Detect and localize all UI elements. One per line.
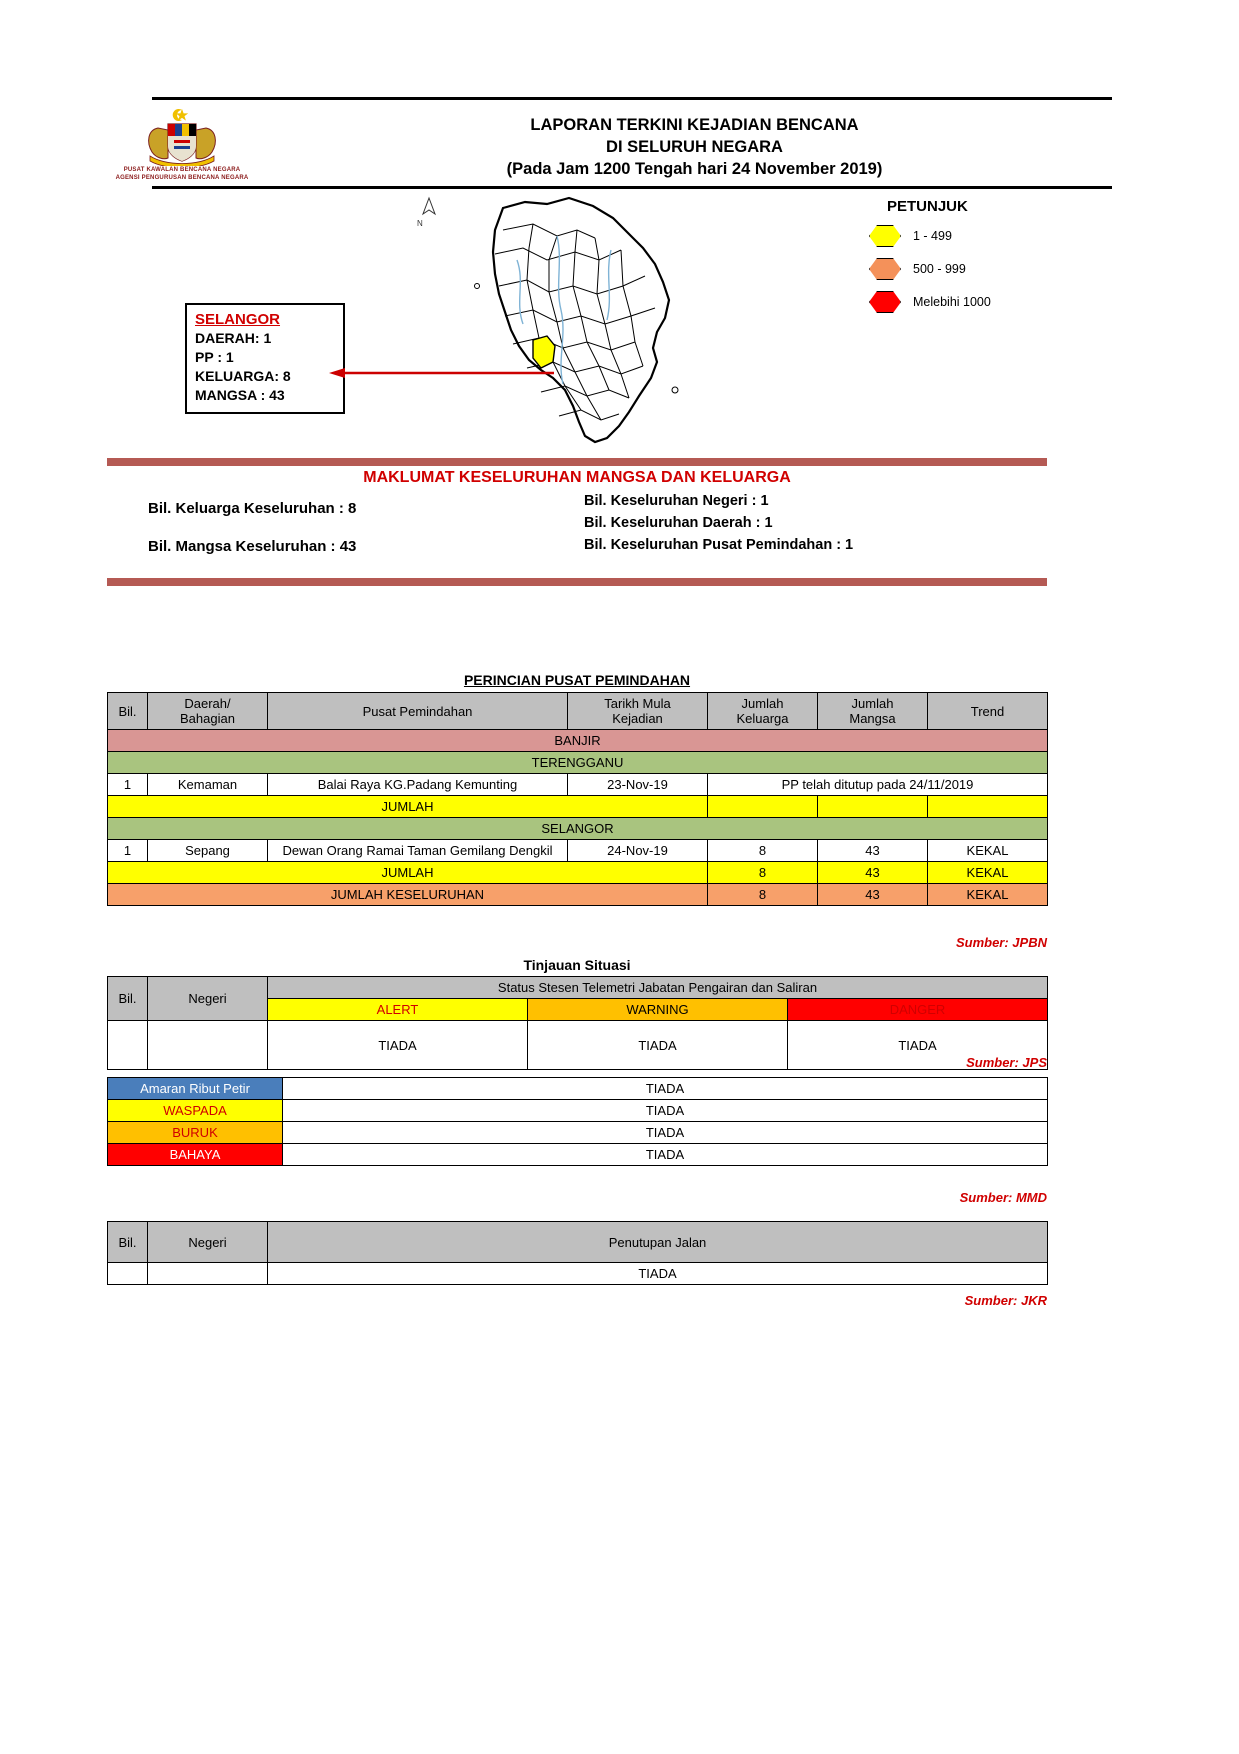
pp-cell-tarikh: 24-Nov-19: [568, 840, 708, 862]
table-row: [108, 1078, 1048, 1100]
legend-item-3: [869, 291, 1109, 313]
pp-cell-keluarga: 8: [708, 840, 818, 862]
pp-jumlah-trend-terengganu: [928, 796, 1048, 818]
jps-cell-warning: TIADA: [528, 1021, 788, 1070]
pp-cell-trend: KEKAL: [928, 840, 1048, 862]
map-legend: [869, 198, 1109, 324]
legend-item-1: [869, 225, 1109, 247]
pp-cell-mangsa: 43: [818, 840, 928, 862]
jps-th-alert: ALERT: [268, 999, 528, 1021]
header-divider-bottom: [152, 186, 1112, 189]
pp-jumlah-keluarga-selangor: 8: [708, 862, 818, 884]
malaysia-crest-icon: [138, 108, 226, 166]
pp-row-jumlah-selangor: [108, 862, 1048, 884]
pp-th-tarikh-l2: Kejadian: [612, 711, 663, 726]
pp-cell-daerah: Sepang: [148, 840, 268, 862]
legend-label-2: 500 - 999: [913, 262, 966, 276]
pp-cell-bil: 1: [108, 840, 148, 862]
summary-pusat-pemindahan: Bil. Keseluruhan Pusat Pemindahan : 1: [584, 537, 854, 553]
jps-cell-negeri: [148, 1021, 268, 1070]
svg-text:N: N: [417, 219, 423, 228]
summary-negeri: Bil. Keseluruhan Negeri : 1: [584, 493, 769, 509]
crest-caption-line2: AGENSI PENGURUSAN BENCANA NEGARA: [115, 175, 249, 181]
legend-hex-icon-yellow: [869, 225, 901, 247]
jkr-th-negeri: Negeri: [148, 1222, 268, 1263]
pp-row-state-header-terengganu: [108, 752, 1048, 774]
summary-title: MAKLUMAT KESELURUHAN MANGSA DAN KELUARGA: [363, 469, 791, 486]
pp-th-trend-l1: Trend: [970, 703, 1005, 719]
table-row: [108, 840, 1048, 862]
jps-cell-danger: TIADA: [788, 1021, 1048, 1070]
jps-header-row-1: [108, 977, 1048, 999]
table-row: [108, 1100, 1048, 1122]
crest-caption-line1: PUSAT KAWALAN BENCANA NEGARA: [123, 167, 241, 173]
jps-cell-alert: TIADA: [268, 1021, 528, 1070]
table-row: [108, 1122, 1048, 1144]
mmd-table-source: Sumber: MMD: [959, 1190, 1047, 1205]
jkr-table-source: Sumber: JKR: [964, 1293, 1047, 1308]
legend-label-1: 1 - 499: [913, 229, 952, 243]
pp-th-tarikh: [568, 693, 708, 730]
jps-th-warning: WARNING: [528, 999, 788, 1021]
jkr-th-penutupan: Penutupan Jalan: [268, 1222, 1048, 1263]
report-header: [107, 97, 1132, 189]
pp-cell-tarikh: 23-Nov-19: [568, 774, 708, 796]
jps-th-negeri: Negeri: [148, 977, 268, 1021]
pp-jumlah-keluarga-terengganu: [708, 796, 818, 818]
jkr-cell-penutupan: TIADA: [268, 1263, 1048, 1285]
pp-th-daerah-l1: Daerah/: [184, 696, 231, 711]
summary-right-block: [584, 490, 853, 556]
pp-cell-pusat: Balai Raya KG.Padang Kemunting: [268, 774, 568, 796]
jps-th-bil: Bil.: [108, 977, 148, 1021]
table-row: [108, 1144, 1048, 1166]
pp-cell-pusat: Dewan Orang Ramai Taman Gemilang Dengkil: [268, 840, 568, 862]
legend-label-3: Melebihi 1000: [913, 295, 991, 309]
selangor-callout-box: [185, 303, 345, 414]
pp-cell-daerah: Kemaman: [148, 774, 268, 796]
pp-disaster-type-label: BANJIR: [108, 730, 1048, 752]
report-title-line3: (Pada Jam 1200 Tengah hari 24 November 2019): [506, 160, 883, 178]
legend-item-2: [869, 258, 1109, 280]
pp-cell-bil: 1: [108, 774, 148, 796]
callout-state-name: SELANGOR: [195, 311, 281, 328]
mmd-label-waspada: WASPADA: [108, 1100, 283, 1122]
jkr-cell-bil: [108, 1263, 148, 1285]
pp-th-keluarga-l2: Keluarga: [736, 711, 789, 726]
mmd-label-bahaya: BAHAYA: [108, 1144, 283, 1166]
pp-th-daerah-l2: Bahagian: [180, 711, 235, 726]
pp-jumlah-mangsa-selangor: 43: [818, 862, 928, 884]
summary-keluarga-keseluruhan: Bil. Keluarga Keseluruhan : 8: [148, 500, 357, 517]
pp-th-tarikh-l1: Tarikh Mula: [604, 696, 671, 711]
callout-daerah: DAERAH: 1: [195, 330, 272, 346]
pp-table-title: PERINCIAN PUSAT PEMINDAHAN: [463, 672, 691, 688]
pp-row-grand-total: [108, 884, 1048, 906]
pp-row-jumlah-terengganu: [108, 796, 1048, 818]
jkr-header-row: [108, 1222, 1048, 1263]
pp-grand-total-keluarga: 8: [708, 884, 818, 906]
report-title-block: [257, 104, 1132, 180]
report-title-line1: LAPORAN TERKINI KEJADIAN BENCANA: [530, 116, 859, 134]
pp-th-mangsa: [818, 693, 928, 730]
table-row: [108, 1263, 1048, 1285]
pp-th-keluarga: [708, 693, 818, 730]
summary-band-bottom: [107, 578, 1047, 586]
pp-th-bil-l1: Bil.: [118, 703, 137, 719]
pp-th-pusat-l1: Pusat Pemindahan: [362, 703, 473, 719]
pp-th-daerah: [148, 693, 268, 730]
legend-title: PETUNJUK: [887, 198, 968, 215]
report-title-line2: DI SELURUH NEGARA: [606, 138, 783, 156]
pp-jumlah-mangsa-terengganu: [818, 796, 928, 818]
mmd-label-buruk: BURUK: [108, 1122, 283, 1144]
callout-mangsa: MANGSA : 43: [195, 387, 285, 403]
summary-left-block: [148, 490, 356, 566]
pp-th-mangsa-l1: Jumlah: [851, 696, 894, 711]
pp-th-mangsa-l2: Mangsa: [849, 711, 896, 726]
pp-cell-note: PP telah ditutup pada 24/11/2019: [708, 774, 1048, 796]
mmd-label-ribut-petir: Amaran Ribut Petir: [108, 1078, 283, 1100]
summary-band-top: [107, 458, 1047, 466]
pp-grand-total-trend: KEKAL: [928, 884, 1048, 906]
jkr-cell-negeri: [148, 1263, 268, 1285]
pp-state-name-selangor: SELANGOR: [108, 818, 1048, 840]
pp-jumlah-label-selangor: JUMLAH: [108, 862, 708, 884]
jkr-road-closure-table: [107, 1221, 1048, 1285]
mmd-warning-table: [107, 1077, 1048, 1166]
pp-table-header-row: [108, 693, 1048, 730]
pp-th-keluarga-l1: Jumlah: [741, 696, 784, 711]
pp-table-source: Sumber: JPBN: [955, 935, 1047, 950]
pp-th-bil: [108, 693, 148, 730]
agency-crest-block: [107, 104, 257, 182]
pp-row-disaster-type: [108, 730, 1048, 752]
pusat-pemindahan-table: [107, 692, 1048, 906]
map-highlight-selangor: [533, 336, 555, 368]
jkr-th-bil: Bil.: [108, 1222, 148, 1263]
mmd-value-bahaya: TIADA: [283, 1144, 1048, 1166]
mmd-value-waspada: TIADA: [283, 1100, 1048, 1122]
jps-cell-bil: [108, 1021, 148, 1070]
table-row: [108, 774, 1048, 796]
peninsular-malaysia-map: [407, 190, 737, 465]
pp-row-state-header-selangor: [108, 818, 1048, 840]
summary-mangsa-keseluruhan: Bil. Mangsa Keseluruhan : 43: [148, 538, 357, 555]
jps-th-status: Status Stesen Telemetri Jabatan Pengairan dan Saliran: [268, 977, 1048, 999]
callout-pp: PP : 1: [195, 349, 234, 365]
mmd-value-buruk: TIADA: [283, 1122, 1048, 1144]
callout-arrow-icon: [329, 366, 559, 378]
pp-jumlah-label-terengganu: JUMLAH: [108, 796, 708, 818]
legend-hex-icon-red: [869, 291, 901, 313]
callout-keluarga: KELUARGA: 8: [195, 368, 291, 384]
pp-th-trend: [928, 693, 1048, 730]
jps-th-danger: DANGER: [788, 999, 1048, 1021]
jps-table-source: Sumber: JPS: [966, 1055, 1047, 1070]
mmd-value-ribut-petir: TIADA: [283, 1078, 1048, 1100]
summary-daerah: Bil. Keseluruhan Daerah : 1: [584, 515, 773, 531]
pp-th-pusat: [268, 693, 568, 730]
legend-hex-icon-orange: [869, 258, 901, 280]
pp-state-name-terengganu: TERENGGANU: [108, 752, 1048, 774]
map-area: [107, 190, 1132, 470]
jps-table-title: Tinjauan Situasi: [523, 957, 631, 973]
pp-grand-total-mangsa: 43: [818, 884, 928, 906]
pp-grand-total-label: JUMLAH KESELURUHAN: [108, 884, 708, 906]
pp-jumlah-trend-selangor: KEKAL: [928, 862, 1048, 884]
